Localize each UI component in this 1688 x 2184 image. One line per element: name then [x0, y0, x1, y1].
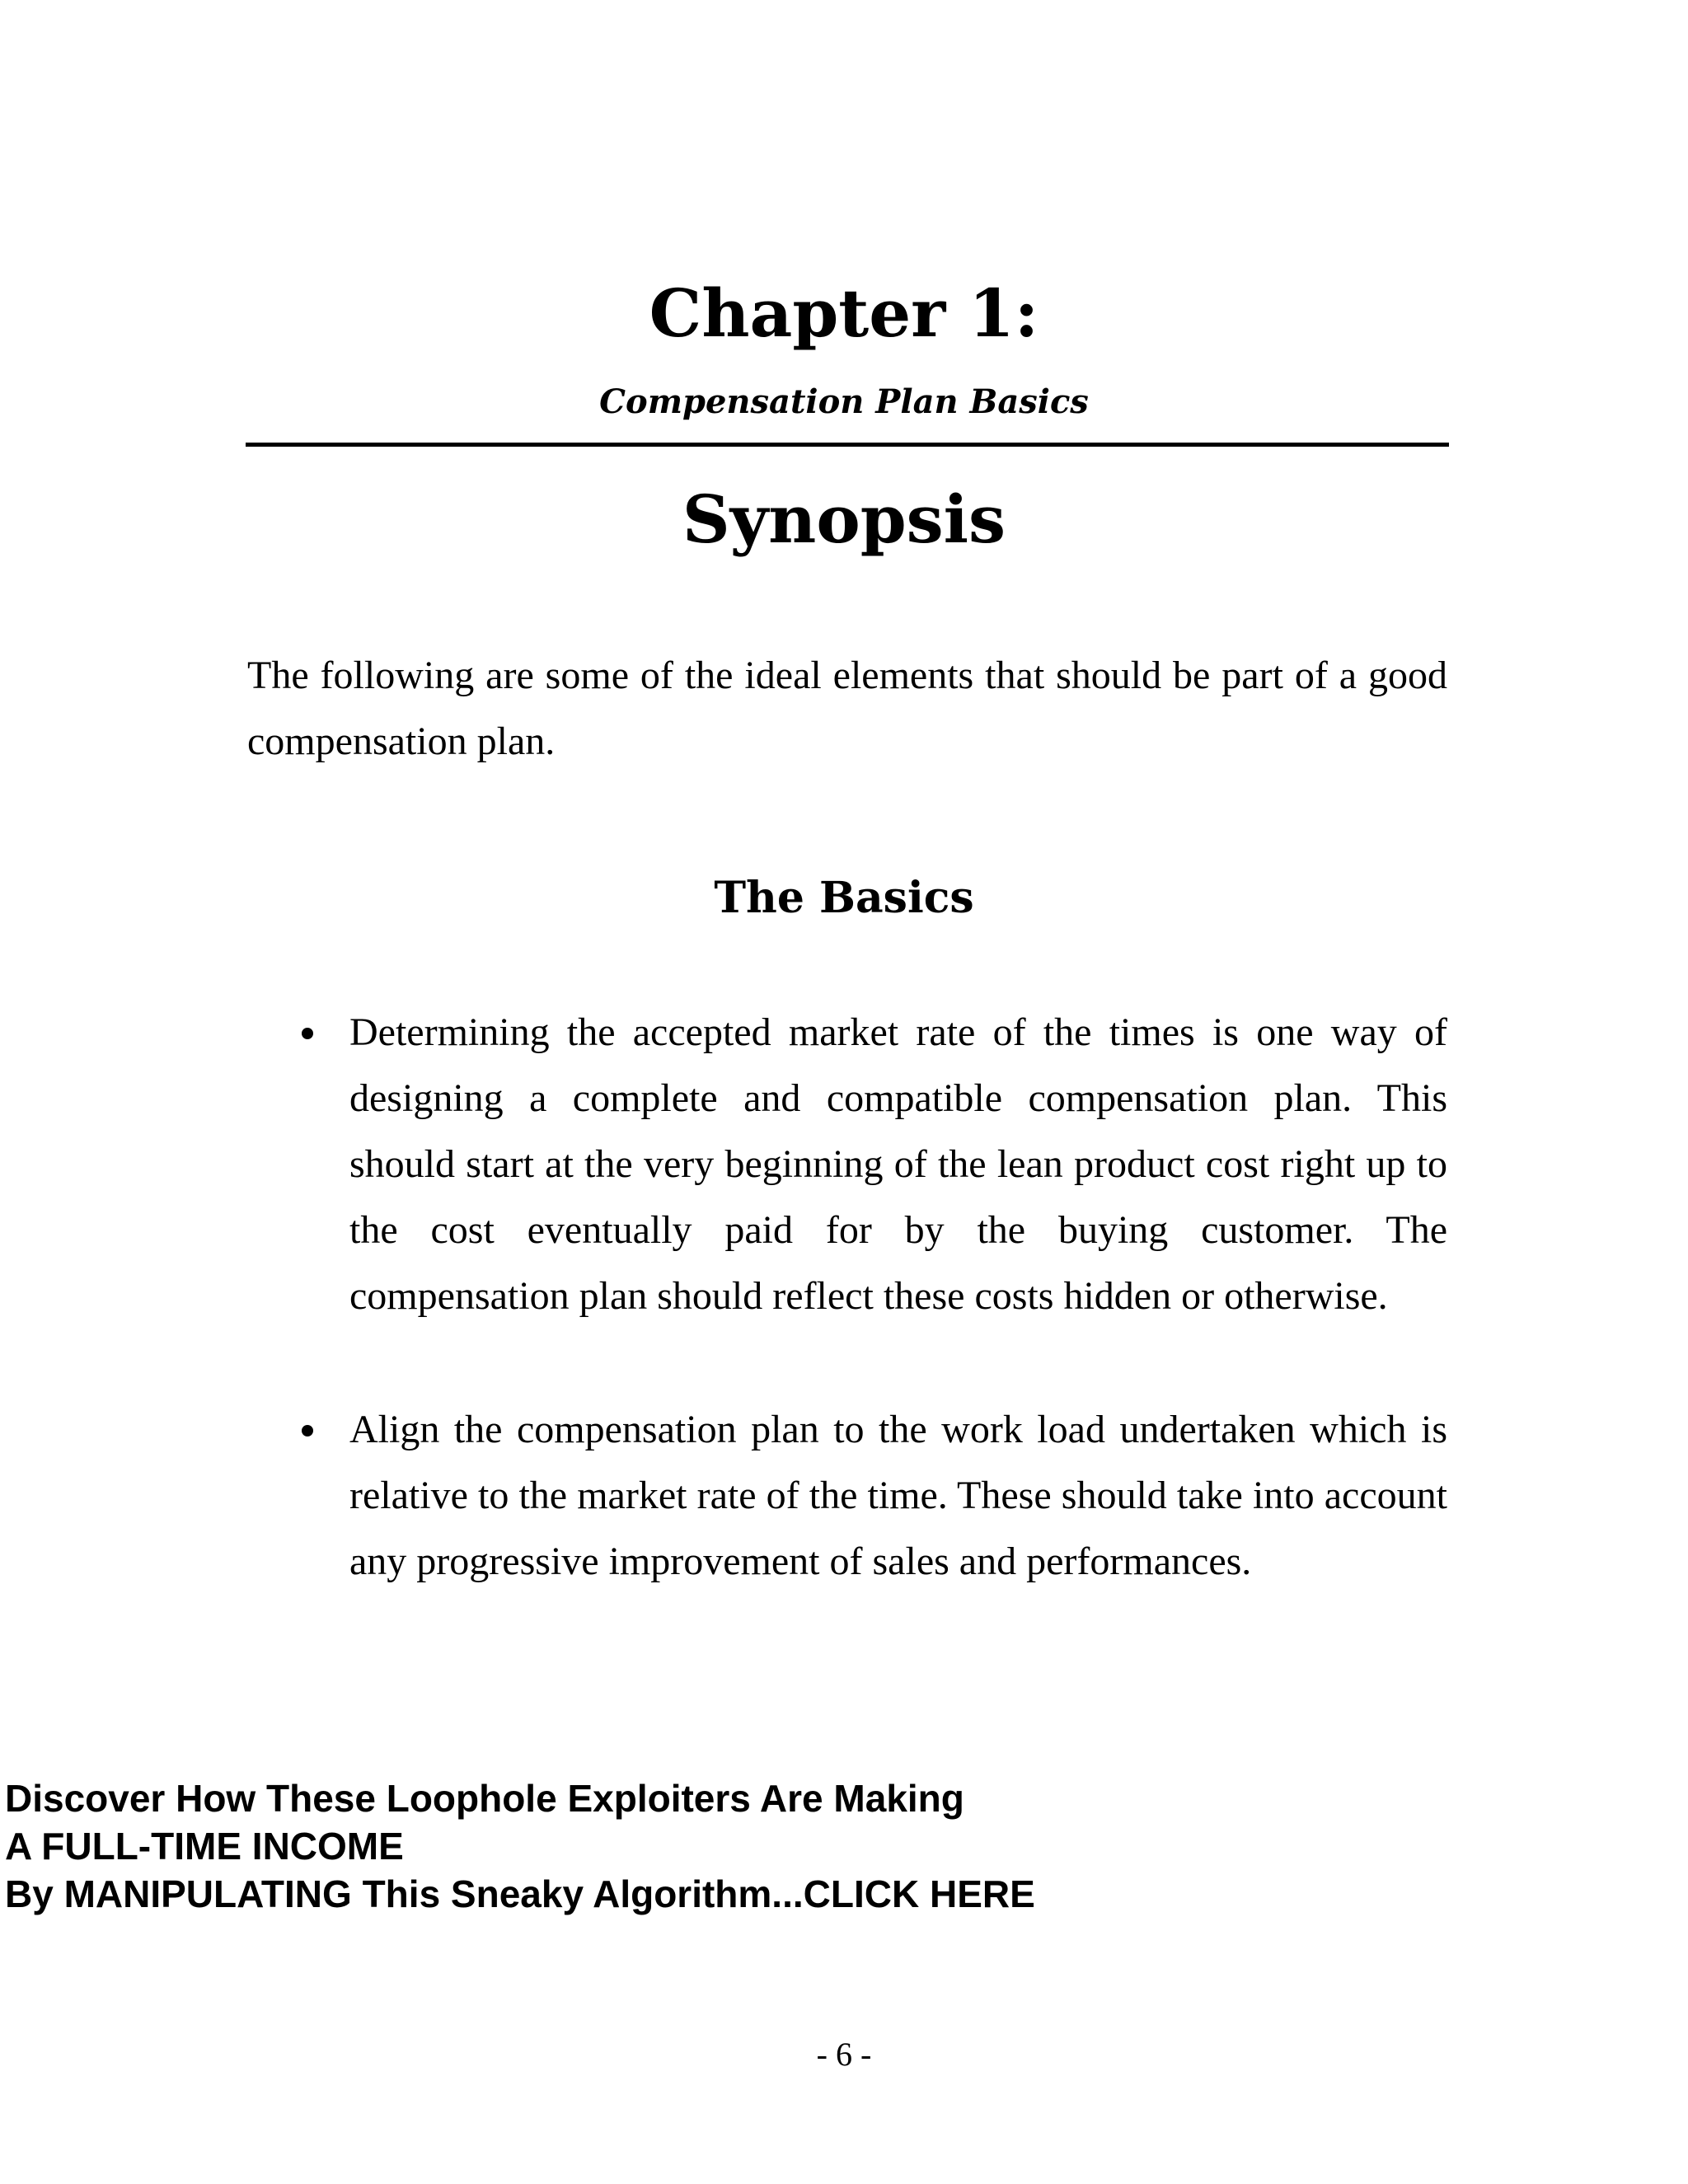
bullet-dot-icon	[302, 1425, 313, 1436]
intro-paragraph: The following are some of the ideal elements that should be part of a good compensation plan.	[247, 654, 1447, 763]
promo-line[interactable]: By MANIPULATING This Sneaky Algorithm...CLICK HERE	[5, 1872, 1035, 1915]
chapter-subtitle: Compensation Plan Basics	[599, 382, 1089, 421]
promo-line[interactable]: Discover How These Loophole Exploiters Are Making	[5, 1777, 964, 1820]
promo-line[interactable]: A FULL-TIME INCOME	[5, 1825, 404, 1868]
section-title: Synopsis	[682, 480, 1006, 558]
bullet-text: Align the compensation plan to the work load undertaken which is relative to the market rate of the time. These should take into account any progressive improvement of sales and performances.	[349, 1408, 1447, 1583]
bullet-item	[297, 1000, 1447, 1329]
basics-heading: The Basics	[714, 873, 974, 923]
bullet-text: Determining the accepted market rate of the times is one way of designing a complete and compatible compensation plan. This should start at the very beginning of the lean product cost right up to the cost eventually paid for by the buying customer. The compensation plan should reflect these costs hidden or otherwise.	[349, 1010, 1447, 1318]
bullet-item	[297, 1397, 1447, 1595]
bullet-dot-icon	[302, 1028, 313, 1039]
horizontal-divider	[246, 443, 1449, 447]
page-number: - 6 -	[816, 2036, 872, 2073]
basics-bullet-list	[297, 1000, 1447, 1662]
promo-link[interactable]	[5, 1774, 1035, 1918]
chapter-title: Chapter 1:	[649, 274, 1039, 352]
